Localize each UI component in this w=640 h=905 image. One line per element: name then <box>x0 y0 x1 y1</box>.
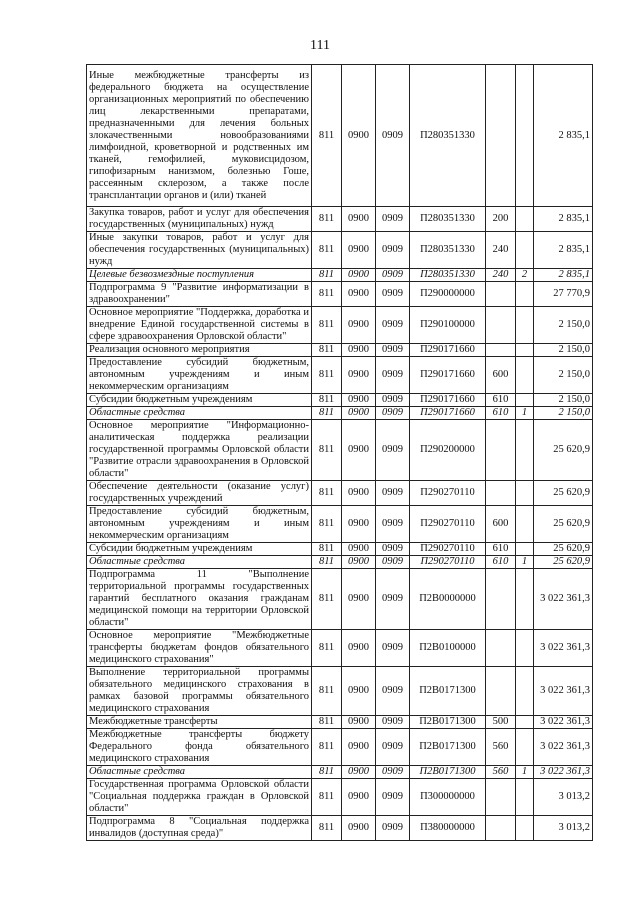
row-subsection-code: 0909 <box>376 207 410 232</box>
row-ved-code: 811 <box>312 232 342 269</box>
row-amount: 25 620,9 <box>534 556 593 569</box>
row-amount: 25 620,9 <box>534 420 593 481</box>
row-section-code: 0900 <box>342 667 376 716</box>
row-expense-type-code <box>486 667 516 716</box>
row-subsection-code: 0909 <box>376 779 410 816</box>
row-section-code: 0900 <box>342 543 376 556</box>
row-name: Обеспечение деятельности (оказание услуг) государственных учреждений <box>87 481 312 506</box>
row-amount: 25 620,9 <box>534 543 593 556</box>
table-row <box>87 207 593 232</box>
row-source-code <box>516 344 534 357</box>
row-section-code: 0900 <box>342 766 376 779</box>
row-target-article-code: П2В0171300 <box>410 766 486 779</box>
table-row <box>87 357 593 394</box>
row-name: Подпрограмма 8 "Социальная поддержка инвалидов (доступная среда)" <box>87 816 312 841</box>
row-source-code: 1 <box>516 556 534 569</box>
table-row <box>87 344 593 357</box>
table-row <box>87 816 593 841</box>
row-expense-type-code: 200 <box>486 207 516 232</box>
row-source-code: 1 <box>516 766 534 779</box>
row-source-code: 1 <box>516 407 534 420</box>
row-name: Реализация основного мероприятия <box>87 344 312 357</box>
row-source-code <box>516 282 534 307</box>
row-section-code: 0900 <box>342 716 376 729</box>
row-target-article-code: П2В0000000 <box>410 569 486 630</box>
table-row <box>87 282 593 307</box>
row-source-code: 2 <box>516 269 534 282</box>
row-subsection-code: 0909 <box>376 569 410 630</box>
row-section-code: 0900 <box>342 779 376 816</box>
row-ved-code: 811 <box>312 569 342 630</box>
row-target-article-code: П280351330 <box>410 232 486 269</box>
row-expense-type-code: 600 <box>486 357 516 394</box>
row-ved-code: 811 <box>312 420 342 481</box>
row-name: Основное мероприятие "Межбюджетные трансферты бюджетам фондов обязательного медицинского страхования" <box>87 630 312 667</box>
row-target-article-code: П290200000 <box>410 420 486 481</box>
row-ved-code: 811 <box>312 269 342 282</box>
row-amount: 2 835,1 <box>534 232 593 269</box>
row-ved-code: 811 <box>312 344 342 357</box>
row-section-code: 0900 <box>342 407 376 420</box>
row-source-code <box>516 630 534 667</box>
row-ved-code: 811 <box>312 506 342 543</box>
row-section-code: 0900 <box>342 481 376 506</box>
row-name: Предоставление субсидий бюджетным, автономным учреждениям и иным некоммерческим организациям <box>87 357 312 394</box>
row-subsection-code: 0909 <box>376 407 410 420</box>
row-target-article-code: П290270110 <box>410 481 486 506</box>
row-target-article-code: П380000000 <box>410 816 486 841</box>
row-subsection-code: 0909 <box>376 357 410 394</box>
row-name: Закупка товаров, работ и услуг для обеспечения государственных (муниципальных) нужд <box>87 207 312 232</box>
row-target-article-code: П300000000 <box>410 779 486 816</box>
row-source-code <box>516 394 534 407</box>
row-name: Целевые безвозмездные поступления <box>87 269 312 282</box>
row-subsection-code: 0909 <box>376 506 410 543</box>
table-row <box>87 65 593 207</box>
table-row <box>87 630 593 667</box>
row-ved-code: 811 <box>312 667 342 716</box>
table-row <box>87 569 593 630</box>
row-section-code: 0900 <box>342 729 376 766</box>
row-name: Основное мероприятие "Информационно-аналитическая поддержка реализации государственной программы Орловской области "Развитие отрасли здравоохранения в Орловской области" <box>87 420 312 481</box>
row-amount: 2 150,0 <box>534 357 593 394</box>
row-ved-code: 811 <box>312 779 342 816</box>
row-ved-code: 811 <box>312 543 342 556</box>
row-amount: 3 022 361,3 <box>534 667 593 716</box>
row-subsection-code: 0909 <box>376 394 410 407</box>
table-row <box>87 420 593 481</box>
row-expense-type-code: 240 <box>486 232 516 269</box>
row-expense-type-code: 610 <box>486 394 516 407</box>
row-source-code <box>516 543 534 556</box>
row-ved-code: 811 <box>312 207 342 232</box>
row-subsection-code: 0909 <box>376 630 410 667</box>
page-number: 111 <box>310 38 330 53</box>
row-expense-type-code <box>486 65 516 207</box>
row-section-code: 0900 <box>342 420 376 481</box>
row-amount: 2 835,1 <box>534 207 593 232</box>
row-target-article-code: П280351330 <box>410 269 486 282</box>
row-section-code: 0900 <box>342 344 376 357</box>
row-amount: 2 835,1 <box>534 269 593 282</box>
row-target-article-code: П290270110 <box>410 543 486 556</box>
row-name: Субсидии бюджетным учреждениям <box>87 543 312 556</box>
row-amount: 2 150,0 <box>534 394 593 407</box>
row-source-code <box>516 569 534 630</box>
row-target-article-code: П290270110 <box>410 556 486 569</box>
row-section-code: 0900 <box>342 556 376 569</box>
row-name: Областные средства <box>87 556 312 569</box>
row-ved-code: 811 <box>312 556 342 569</box>
row-section-code: 0900 <box>342 569 376 630</box>
row-target-article-code: П2В0171300 <box>410 729 486 766</box>
row-amount: 3 013,2 <box>534 779 593 816</box>
row-amount: 3 022 361,3 <box>534 569 593 630</box>
row-expense-type-code <box>486 779 516 816</box>
row-subsection-code: 0909 <box>376 481 410 506</box>
row-ved-code: 811 <box>312 729 342 766</box>
row-subsection-code: 0909 <box>376 282 410 307</box>
row-source-code <box>516 816 534 841</box>
table-row <box>87 556 593 569</box>
row-subsection-code: 0909 <box>376 344 410 357</box>
row-name: Государственная программа Орловской области "Социальная поддержка граждан в Орловской области" <box>87 779 312 816</box>
row-amount: 27 770,9 <box>534 282 593 307</box>
row-name: Межбюджетные трансферты <box>87 716 312 729</box>
row-name: Межбюджетные трансферты бюджету Федерального фонда обязательного медицинского страхования <box>87 729 312 766</box>
table-row <box>87 729 593 766</box>
row-expense-type-code <box>486 307 516 344</box>
row-expense-type-code <box>486 569 516 630</box>
row-source-code <box>516 779 534 816</box>
row-ved-code: 811 <box>312 65 342 207</box>
row-subsection-code: 0909 <box>376 816 410 841</box>
row-target-article-code: П290000000 <box>410 282 486 307</box>
row-name: Подпрограмма 11 "Выполнение территориальной программы государственных гарантий бесплатного оказания гражданам медицинской помощи на территории Орловской области" <box>87 569 312 630</box>
row-ved-code: 811 <box>312 407 342 420</box>
row-subsection-code: 0909 <box>376 716 410 729</box>
row-amount: 3 022 361,3 <box>534 716 593 729</box>
row-expense-type-code: 240 <box>486 269 516 282</box>
row-subsection-code: 0909 <box>376 269 410 282</box>
row-expense-type-code <box>486 420 516 481</box>
row-expense-type-code <box>486 481 516 506</box>
table-row <box>87 269 593 282</box>
row-amount: 2 150,0 <box>534 307 593 344</box>
row-section-code: 0900 <box>342 282 376 307</box>
row-name: Субсидии бюджетным учреждениям <box>87 394 312 407</box>
row-subsection-code: 0909 <box>376 65 410 207</box>
row-section-code: 0900 <box>342 357 376 394</box>
table-body <box>87 65 593 841</box>
row-expense-type-code: 560 <box>486 729 516 766</box>
row-ved-code: 811 <box>312 716 342 729</box>
row-amount: 25 620,9 <box>534 481 593 506</box>
row-section-code: 0900 <box>342 506 376 543</box>
row-section-code: 0900 <box>342 630 376 667</box>
row-ved-code: 811 <box>312 394 342 407</box>
row-expense-type-code <box>486 816 516 841</box>
row-source-code <box>516 667 534 716</box>
row-source-code <box>516 481 534 506</box>
row-expense-type-code: 600 <box>486 506 516 543</box>
row-section-code: 0900 <box>342 232 376 269</box>
row-source-code <box>516 65 534 207</box>
row-amount: 3 013,2 <box>534 816 593 841</box>
table-row <box>87 307 593 344</box>
row-name: Областные средства <box>87 766 312 779</box>
row-name: Основное мероприятие "Поддержка, доработка и внедрение Единой государственной системы в сфере здравоохранения Орловской области" <box>87 307 312 344</box>
row-section-code: 0900 <box>342 394 376 407</box>
row-amount: 2 150,0 <box>534 344 593 357</box>
row-source-code <box>516 357 534 394</box>
row-subsection-code: 0909 <box>376 766 410 779</box>
row-amount: 3 022 361,3 <box>534 630 593 667</box>
row-subsection-code: 0909 <box>376 307 410 344</box>
row-name: Областные средства <box>87 407 312 420</box>
row-section-code: 0900 <box>342 816 376 841</box>
row-expense-type-code <box>486 344 516 357</box>
row-expense-type-code: 610 <box>486 407 516 420</box>
table-row <box>87 394 593 407</box>
row-ved-code: 811 <box>312 766 342 779</box>
row-amount: 2 835,1 <box>534 65 593 207</box>
row-target-article-code: П2В0171300 <box>410 667 486 716</box>
row-target-article-code: П280351330 <box>410 207 486 232</box>
row-target-article-code: П280351330 <box>410 65 486 207</box>
row-name: Подпрограмма 9 "Развитие информатизации в здравоохранении" <box>87 282 312 307</box>
row-name: Предоставление субсидий бюджетным, автономным учреждениям и иным некоммерческим организациям <box>87 506 312 543</box>
table-row <box>87 779 593 816</box>
row-source-code <box>516 420 534 481</box>
row-amount: 25 620,9 <box>534 506 593 543</box>
table-row <box>87 543 593 556</box>
row-source-code <box>516 207 534 232</box>
row-expense-type-code: 610 <box>486 556 516 569</box>
row-target-article-code: П290171660 <box>410 407 486 420</box>
row-amount: 3 022 361,3 <box>534 729 593 766</box>
row-expense-type-code: 560 <box>486 766 516 779</box>
row-name: Иные закупки товаров, работ и услуг для обеспечения государственных (муниципальных) нужд <box>87 232 312 269</box>
table-row <box>87 506 593 543</box>
row-target-article-code: П2В0100000 <box>410 630 486 667</box>
row-section-code: 0900 <box>342 307 376 344</box>
row-expense-type-code: 500 <box>486 716 516 729</box>
row-amount: 2 150,0 <box>534 407 593 420</box>
row-target-article-code: П290270110 <box>410 506 486 543</box>
row-source-code <box>516 729 534 766</box>
table-row <box>87 667 593 716</box>
row-expense-type-code: 610 <box>486 543 516 556</box>
row-source-code <box>516 232 534 269</box>
table-row <box>87 481 593 506</box>
row-ved-code: 811 <box>312 357 342 394</box>
row-ved-code: 811 <box>312 816 342 841</box>
row-section-code: 0900 <box>342 269 376 282</box>
row-amount: 3 022 361,3 <box>534 766 593 779</box>
row-ved-code: 811 <box>312 630 342 667</box>
row-target-article-code: П2В0171300 <box>410 716 486 729</box>
row-name: Иные межбюджетные трансферты из федерального бюджета на осуществление организационных мероприятий по обеспечению лиц лекарственными препаратами, предназначенными для лечения больных злокачественными новообразованиями лимфоидной, кроветворной и родственных им тканей, гемофилией, муковисцидозом, гипофизарным нанизмом, болезнью Гоше, рассеянным склерозом, а также после трансплантации органов и (или) тканей <box>87 65 312 207</box>
row-subsection-code: 0909 <box>376 232 410 269</box>
row-subsection-code: 0909 <box>376 543 410 556</box>
row-section-code: 0900 <box>342 65 376 207</box>
row-subsection-code: 0909 <box>376 420 410 481</box>
row-expense-type-code <box>486 630 516 667</box>
table-row <box>87 232 593 269</box>
row-subsection-code: 0909 <box>376 729 410 766</box>
row-source-code <box>516 716 534 729</box>
row-target-article-code: П290171660 <box>410 344 486 357</box>
row-source-code <box>516 307 534 344</box>
row-target-article-code: П290171660 <box>410 357 486 394</box>
row-ved-code: 811 <box>312 307 342 344</box>
row-target-article-code: П290100000 <box>410 307 486 344</box>
row-subsection-code: 0909 <box>376 556 410 569</box>
row-name: Выполнение территориальной программы обязательного медицинского страхования в рамках базовой программы обязательного медицинского страхования <box>87 667 312 716</box>
row-section-code: 0900 <box>342 207 376 232</box>
table-row <box>87 766 593 779</box>
row-source-code <box>516 506 534 543</box>
row-ved-code: 811 <box>312 481 342 506</box>
table-row <box>87 407 593 420</box>
row-subsection-code: 0909 <box>376 667 410 716</box>
row-target-article-code: П290171660 <box>410 394 486 407</box>
row-expense-type-code <box>486 282 516 307</box>
row-ved-code: 811 <box>312 282 342 307</box>
budget-table <box>86 64 593 841</box>
table-row <box>87 716 593 729</box>
